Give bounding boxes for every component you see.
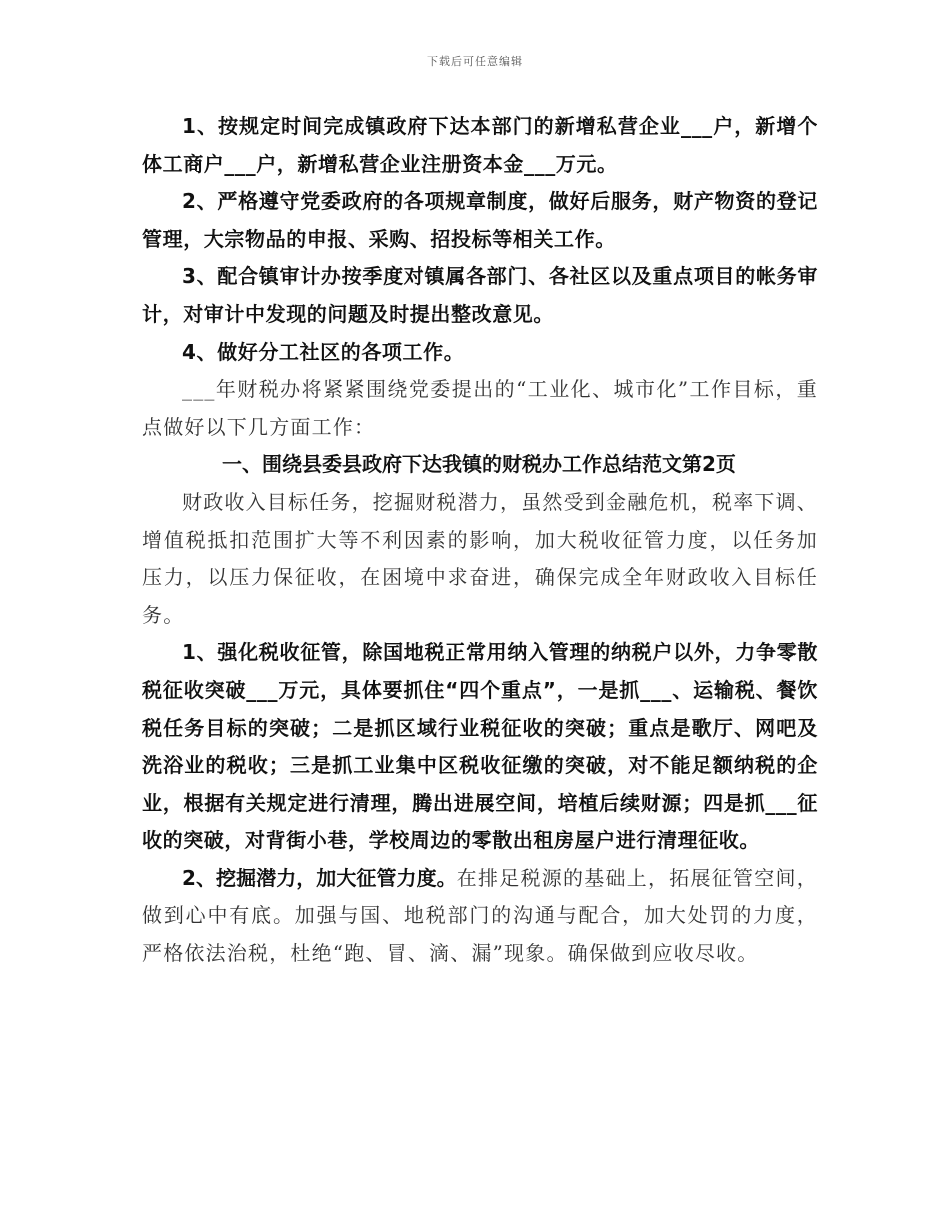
paragraph-tax-collection: 1、强化税收征管，除国地税正常用纳入管理的纳税户以外，力争零散税征收突破___万元，具体要抓住“四个重点”，一是抓___、运输税、餐饮税任务目标的突破；二是抓区域行业税征收的突破；重点是歌厅、网吧及洗浴业的税收；三是抓工业集中区税收征缴的突破，对不能足额纳税的企业，根据有关规定进行清理，腾出进展空间，培植后续财源；四是抓___征收的突破，对背街小巷，学校周边的零散出租房屋户进行清理征收。 <box>142 640 818 853</box>
paragraph-potential-body: 在排足税源的基础上，拓展征管空间，做到心中有底。加强与国、地税部门的沟通与配合，加大处罚的力度，严格依法治税，杜绝“跑、冒、滴、漏”现象。确保做到应收尽收。 <box>142 865 818 966</box>
section-heading: 一、围绕县委县政府下达我镇的财税办工作总结范文第2页 <box>222 452 736 477</box>
paragraph-potential <box>142 860 818 973</box>
paragraph-item-4: 4、做好分工社区的各项工作。 <box>182 339 465 364</box>
paragraph-item-1: 1、按规定时间完成镇政府下达本部门的新增私营企业___户，新增个体工商户___户，新增私营企业注册资本金___万元。 <box>142 114 818 176</box>
page-header: 下载后可任意编辑 <box>427 55 523 68</box>
paragraph-item-2: 2、严格遵守党委政府的各项规章制度，做好后服务，财产物资的登记管理，大宗物品的申报、采购、招投标等相关工作。 <box>142 189 818 251</box>
document-body <box>142 108 818 973</box>
paragraph-target: 财政收入目标任务，挖掘财税潜力，虽然受到金融危机，税率下调、增值税抵扣范围扩大等不利因素的影响，加大税收征管力度，以任务加压力，以压力保征收，在困境中求奋进，确保完成全年财政收入目标任务。 <box>142 489 818 627</box>
paragraph-item-3: 3、配合镇审计办按季度对镇属各部门、各社区以及重点项目的帐务审计，对审计中发现的问题及时提出整改意见。 <box>142 264 818 326</box>
paragraph-intro: ___年财税办将紧紧围绕党委提出的“工业化、城市化”工作目标，重点做好以下几方面工作： <box>142 377 818 439</box>
paragraph-potential-lead: 2、挖掘潜力，加大征管力度。 <box>182 865 457 890</box>
